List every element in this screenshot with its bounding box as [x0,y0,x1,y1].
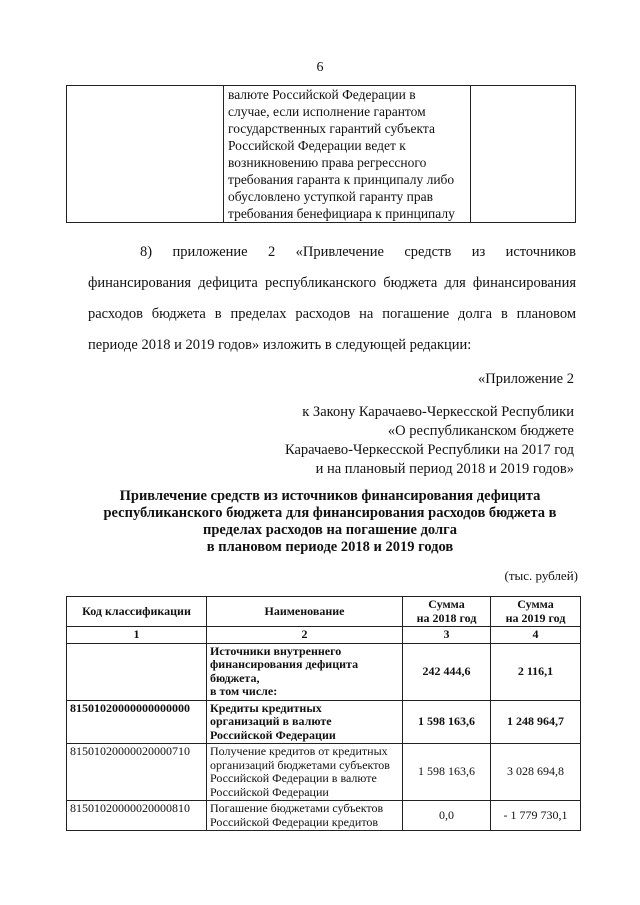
appendix-reference [285,403,574,479]
row-sum-2019: 3 028 694,8 [491,744,581,801]
col-number: 1 [67,627,207,644]
row-name: Источники внутреннего финансирования дефицита бюджета, в том числе: [207,643,403,700]
header-name: Наименование [207,597,403,627]
continued-text-line: Российской Федерации ведет к [228,138,406,153]
title-line: Привлечение средств из источников финансирования дефицита [119,488,541,504]
row-code [67,643,207,700]
row-name: Кредиты кредитных организаций в валюте Российской Федерации [207,700,403,744]
header-sum-2018: Сумма на 2018 год [403,597,491,627]
row-sum-2019: 2 116,1 [491,643,581,700]
continued-text-line: государственных гарантий субъекта [228,121,435,136]
table-row [67,643,581,700]
row-name: Получение кредитов от кредитных организаций бюджетами субъектов Российской Федерации в валюте Российской Федерации [207,744,403,801]
continued-table-cell-3 [471,86,576,223]
table-row [67,801,581,831]
units-label: (тыс. рублей) [504,568,578,583]
amendment-text: 8) приложение 2 «Привлечение средств из источников финансирования дефицита республиканского бюджета для финансирования расходов бюджета в пределах расходов на погашение долга в плановом периоде 2018 и 2019 годов» изложить в следующей редакции: [88,244,576,353]
appendix-line: «О республиканском бюджете [387,423,574,439]
continued-text-line: валюте Российской Федерации в [228,87,416,102]
row-sum-2018: 1 598 163,6 [403,744,491,801]
row-sum-2019: - 1 779 730,1 [491,801,581,831]
continued-text-line: случае, если исполнение гарантом [228,104,426,119]
row-code: 81501020000020000810 [67,801,207,831]
table-row [67,700,581,744]
title-line: пределах расходов на погашение долга [203,522,457,538]
appendix-line: к Закону Карачаево-Черкесской Республики [302,404,574,420]
appendix-title: «Приложение 2 [478,371,574,387]
column-number-row [67,627,581,644]
continued-table [66,85,576,223]
row-sum-2018: 1 598 163,6 [403,700,491,744]
row-sum-2018: 0,0 [403,801,491,831]
col-number: 2 [207,627,403,644]
row-name: Погашение бюджетами субъектов Российской Федерации кредитов [207,801,403,831]
amendment-paragraph [88,237,576,361]
continued-text-line: возникновению права регрессного [228,155,427,170]
row-sum-2019: 1 248 964,7 [491,700,581,744]
header-sum-2019: Сумма на 2019 год [491,597,581,627]
page-number: 6 [316,60,324,75]
appendix-line: Карачаево-Черкесской Республики на 2017 год [284,442,574,458]
col-number: 3 [403,627,491,644]
col-number: 4 [491,627,581,644]
header-code: Код классификации [67,597,207,627]
row-code: 81501020000020000710 [67,744,207,801]
document-title [80,488,580,556]
continued-text-line: требования гаранта к принципалу либо [228,172,455,187]
row-code: 81501020000000000000 [67,700,207,744]
table-row [67,744,581,801]
continued-text-line: обусловлено уступкой гаранту прав [228,189,433,204]
appendix-line: и на плановый период 2018 и 2019 годов» [315,461,574,477]
table-header-row [67,597,581,627]
financing-table [66,596,581,831]
title-line: в плановом периоде 2018 и 2019 годов [206,539,454,555]
row-sum-2018: 242 444,6 [403,643,491,700]
continued-table-cell-1 [67,86,224,223]
title-line: республиканского бюджета для финансирования расходов бюджета в [103,505,557,521]
continued-table-cell-2 [224,86,471,223]
continued-text-line: требования бенефициара к принципалу [228,206,455,221]
